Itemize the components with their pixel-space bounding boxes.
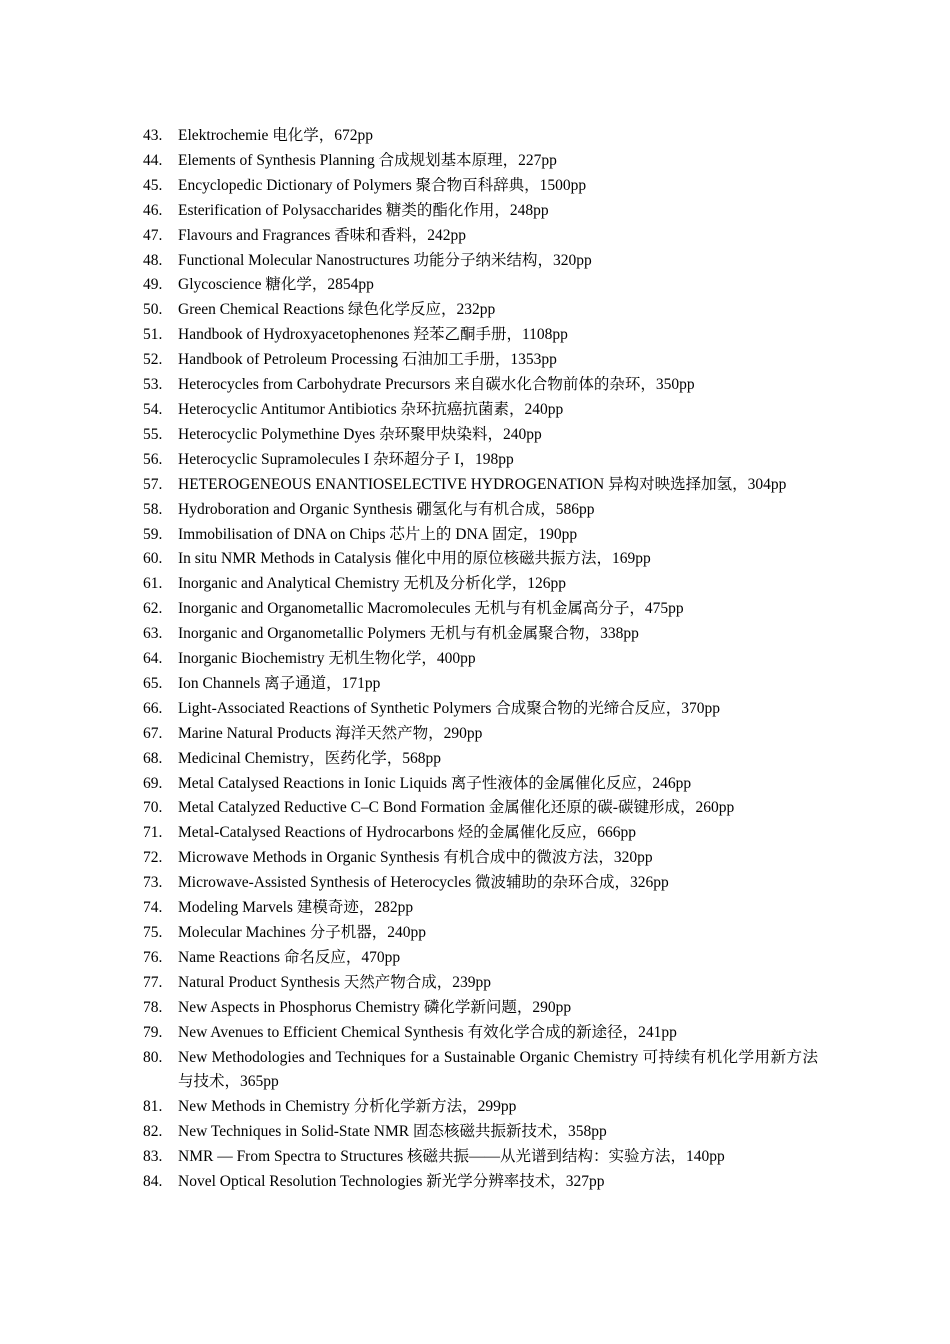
list-item — [143, 971, 818, 996]
list-item — [143, 597, 818, 622]
item-text: Elektrochemie 电化学，672pp — [178, 127, 373, 144]
item-text: Inorganic and Organometallic Polymers 无机与有机金属聚合物，338pp — [178, 625, 639, 643]
list-item — [143, 1046, 818, 1096]
list-item — [143, 871, 818, 896]
item-number: 65. — [143, 674, 163, 692]
item-number: 70. — [143, 799, 163, 817]
item-text: Esterification of Polysaccharides 糖类的酯化作用，248pp — [178, 201, 549, 219]
item-number: 74. — [143, 899, 163, 917]
item-text: Metal Catalysed Reactions in Ionic Liquids 离子性液体的金属催化反应，246pp — [178, 774, 692, 792]
list-item — [143, 249, 818, 274]
list-item — [143, 448, 818, 473]
list-item — [143, 722, 818, 747]
item-number: 50. — [143, 301, 163, 319]
item-number: 76. — [143, 948, 163, 966]
list-item — [143, 796, 818, 821]
item-text: New Methods in Chemistry 分析化学新方法，299pp — [178, 1098, 517, 1116]
item-text: Heterocyclic Antitumor Antibiotics 杂环抗癌抗菌素，240pp — [178, 400, 564, 418]
item-number: 47. — [143, 226, 163, 244]
item-text: HETEROGENEOUS ENANTIOSELECTIVE HYDROGENATION 异构对映选择加氢，304pp — [178, 475, 787, 493]
list-item — [143, 772, 818, 797]
item-text: Handbook of Petroleum Processing 石油加工手册，1353pp — [178, 351, 557, 369]
list-item — [143, 747, 818, 772]
item-number: 83. — [143, 1148, 163, 1166]
list-item — [143, 523, 818, 548]
list-item — [143, 149, 818, 174]
item-number: 71. — [143, 824, 163, 842]
item-number: 56. — [143, 450, 163, 468]
item-number: 54. — [143, 400, 163, 418]
list-item — [143, 921, 818, 946]
item-number: 79. — [143, 1023, 163, 1041]
item-number: 57. — [143, 475, 163, 493]
item-number: 72. — [143, 849, 163, 867]
item-number: 68. — [143, 749, 163, 767]
list-item — [143, 1095, 818, 1120]
list-item — [143, 572, 818, 597]
list-item — [143, 622, 818, 647]
item-number: 52. — [143, 351, 163, 369]
item-text: Glycoscience 糖化学，2854pp — [178, 276, 374, 294]
item-number: 55. — [143, 425, 163, 443]
list-item — [143, 298, 818, 323]
item-text: Green Chemical Reactions 绿色化学反应，232pp — [178, 301, 496, 319]
item-number: 78. — [143, 998, 163, 1016]
list-item — [143, 498, 818, 523]
item-text: Ion Channels 离子通道，171pp — [178, 674, 381, 692]
item-text: Elements of Synthesis Planning 合成规划基本原理，227pp — [178, 151, 557, 169]
item-text: Handbook of Hydroxyacetophenones 羟苯乙酮手册，1108pp — [178, 326, 568, 344]
list-item — [143, 946, 818, 971]
item-number: 67. — [143, 724, 163, 742]
item-text: Light-Associated Reactions of Synthetic Polymers 合成聚合物的光缔合反应，370pp — [178, 699, 721, 717]
list-item — [143, 996, 818, 1021]
list-item — [143, 224, 818, 249]
item-number: 64. — [143, 650, 163, 668]
list-item — [143, 373, 818, 398]
item-text: Flavours and Fragrances 香味和香料，242pp — [178, 226, 466, 244]
list-item — [143, 697, 818, 722]
list-item — [143, 821, 818, 846]
item-text: New Techniques in Solid-State NMR 固态核磁共振新技术，358pp — [178, 1123, 607, 1141]
item-number: 69. — [143, 774, 163, 792]
item-number: 45. — [143, 176, 163, 194]
item-text: Marine Natural Products 海洋天然产物，290pp — [178, 724, 483, 742]
item-number: 66. — [143, 699, 163, 717]
item-number: 51. — [143, 326, 163, 344]
item-number: 82. — [143, 1123, 163, 1141]
item-number: 58. — [143, 500, 163, 518]
item-number: 62. — [143, 600, 163, 618]
list-item — [143, 273, 818, 298]
list-item — [143, 1170, 818, 1195]
item-number: 63. — [143, 625, 163, 643]
item-number: 84. — [143, 1173, 163, 1191]
list-item — [143, 672, 818, 697]
item-text: New Avenues to Efficient Chemical Synthesis 有效化学合成的新途径，241pp — [178, 1023, 677, 1041]
item-number: 53. — [143, 376, 163, 394]
list-item — [143, 547, 818, 572]
list-item — [143, 896, 818, 921]
list-item — [143, 1120, 818, 1145]
item-text: Hydroboration and Organic Synthesis 硼氢化与有机合成，586pp — [178, 500, 595, 518]
item-text: Heterocycles from Carbohydrate Precursors 来自碳水化合物前体的杂环，350pp — [178, 376, 695, 394]
item-number: 46. — [143, 201, 163, 219]
item-number: 60. — [143, 550, 163, 568]
item-text: In situ NMR Methods in Catalysis 催化中用的原位核磁共振方法，169pp — [178, 550, 651, 568]
item-text: Metal-Catalysed Reactions of Hydrocarbons 烃的金属催化反应，666pp — [178, 824, 637, 842]
item-text: Name Reactions 命名反应，470pp — [178, 948, 401, 966]
item-text: Encyclopedic Dictionary of Polymers 聚合物百科辞典，1500pp — [178, 176, 587, 194]
list-item — [143, 199, 818, 224]
item-number: 61. — [143, 575, 163, 593]
list-item — [143, 174, 818, 199]
item-text: Heterocyclic Supramolecules I 杂环超分子 I，198pp — [178, 450, 514, 468]
item-text: Immobilisation of DNA on Chips 芯片上的 DNA 固定，190pp — [178, 525, 578, 543]
item-text: Modeling Marvels 建模奇迹，282pp — [178, 899, 414, 917]
item-text: NMR — From Spectra to Structures 核磁共振——从光谱到结构：实验方法，140pp — [178, 1148, 725, 1166]
item-number: 59. — [143, 525, 163, 543]
item-number: 73. — [143, 874, 163, 892]
item-text: Inorganic Biochemistry 无机生物化学，400pp — [178, 650, 476, 668]
item-number: 75. — [143, 924, 163, 941]
item-number: 43. — [143, 127, 163, 144]
item-number: 77. — [143, 973, 163, 991]
item-number: 48. — [143, 251, 163, 269]
item-text: New Methodologies and Techniques for a Sustainable Organic Chemistry 可持续有机化学用新方法与技术，365pp — [178, 1048, 818, 1091]
list-item — [143, 1021, 818, 1046]
item-number: 49. — [143, 276, 163, 294]
list-item — [143, 323, 818, 348]
item-text: Metal Catalyzed Reductive C–C Bond Formation 金属催化还原的碳-碳键形成，260pp — [178, 799, 735, 817]
item-text: Novel Optical Resolution Technologies 新光学分辨率技术，327pp — [178, 1173, 605, 1191]
item-text: Inorganic and Organometallic Macromolecules 无机与有机金属高分子，475pp — [178, 600, 684, 618]
list-item — [143, 647, 818, 672]
list-item — [143, 1145, 818, 1170]
list-item — [143, 124, 818, 149]
item-text: Medicinal Chemistry，医药化学，568pp — [178, 749, 442, 767]
item-number: 80. — [143, 1048, 163, 1066]
item-text: New Aspects in Phosphorus Chemistry 磷化学新问题，290pp — [178, 998, 572, 1016]
item-text: Heterocyclic Polymethine Dyes 杂环聚甲炔染料，240pp — [178, 425, 542, 443]
item-text: Natural Product Synthesis 天然产物合成，239pp — [178, 973, 491, 991]
list-item — [143, 846, 818, 871]
item-text: Molecular Machines 分子机器，240pp — [178, 924, 426, 941]
item-text: Microwave-Assisted Synthesis of Heterocycles 微波辅助的杂环合成，326pp — [178, 874, 669, 892]
list-item — [143, 398, 818, 423]
item-number: 81. — [143, 1098, 163, 1116]
item-text: Microwave Methods in Organic Synthesis 有机合成中的微波方法，320pp — [178, 849, 653, 867]
list-item — [143, 348, 818, 373]
book-list — [143, 124, 818, 1195]
item-text: Functional Molecular Nanostructures 功能分子纳米结构，320pp — [178, 251, 592, 269]
item-number: 44. — [143, 151, 163, 169]
list-item — [143, 423, 818, 448]
list-item — [143, 473, 818, 498]
item-text: Inorganic and Analytical Chemistry 无机及分析化学，126pp — [178, 575, 567, 593]
